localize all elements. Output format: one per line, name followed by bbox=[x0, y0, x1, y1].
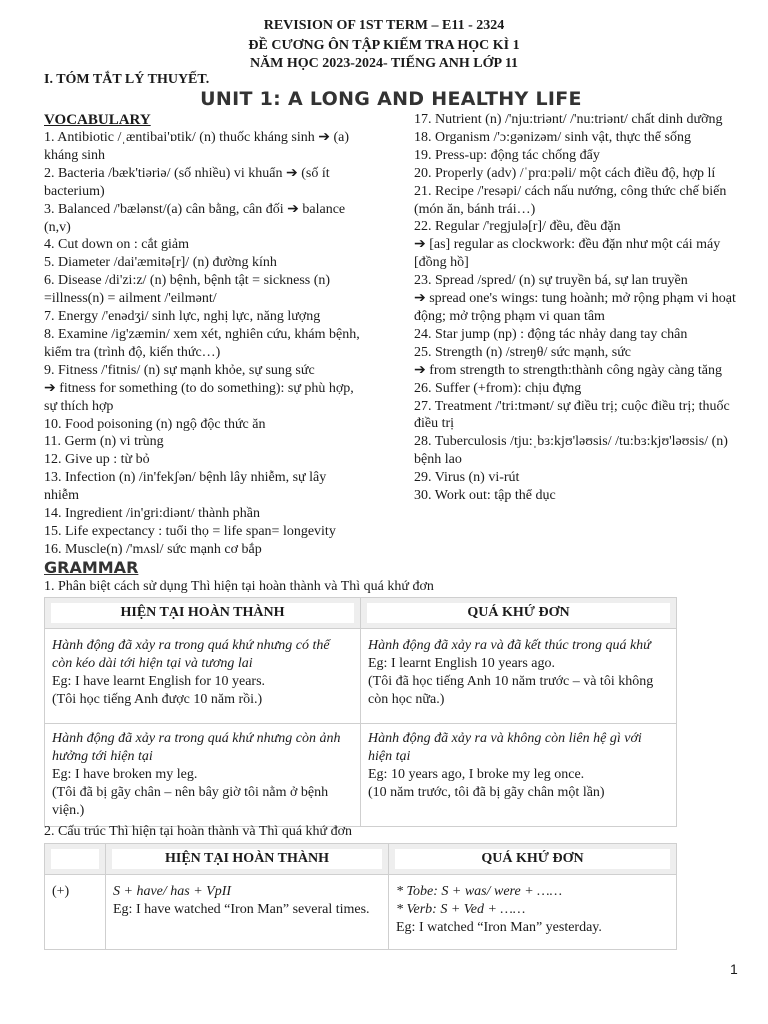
table-header-cell: QUÁ KHỨ ĐƠN bbox=[361, 598, 677, 629]
vocab-item: 12. Give up : từ bỏ bbox=[44, 452, 150, 468]
vocabulary-heading: VOCABULARY bbox=[44, 112, 151, 128]
doc-title-line-3: NĂM HỌC 2023-2024- TIẾNG ANH LỚP 11 bbox=[249, 56, 519, 71]
vocab-item: 22. Regular /'regjulə[r]/ đều, đều đặn bbox=[414, 219, 621, 235]
table-cell: Hành động đã xảy ra và không còn liên hệ gì với hiện tại Eg: 10 years ago, I broke my leg once. (10 năm trước, tôi đã bị gãy chân một lần) bbox=[361, 724, 677, 827]
vocab-item: 18. Organism /'ɔ:gənizəm/ sinh vật, thực thể sống bbox=[414, 129, 691, 145]
table-row bbox=[45, 724, 677, 827]
vocab-item: 2. Bacteria /bæk'tiəriə/ (số nhiều) vi khuẩn ➔ (số ít bacterium) bbox=[44, 165, 330, 199]
vocab-item: 7. Energy /'enədʒi/ sinh lực, nghị lực, năng lượng bbox=[44, 309, 321, 325]
table-cell: S + have/ has + VpII Eg: I have watched “Iron Man” several times. bbox=[106, 875, 389, 950]
vocab-item: 14. Ingredient /in'gri:diənt/ thành phần bbox=[44, 506, 260, 522]
page-number: 1 bbox=[730, 961, 738, 977]
table-cell: Hành động đã xảy ra trong quá khứ nhưng còn ảnh hưởng tới hiện tại Eg: I have broken my leg. (Tôi đã bị gãy chân – nên bây giờ tôi nằm ở bệnh viện.) bbox=[45, 724, 361, 827]
vocab-item: 24. Star jump (np) : động tác nhảy dang tay chân bbox=[414, 326, 688, 342]
table-header-cell: QUÁ KHỨ ĐƠN bbox=[389, 844, 677, 875]
vocab-item: ➔ [as] regular as clockwork: đều đặn như một cái máy [đồng hồ] bbox=[414, 237, 721, 271]
tense-usage-table bbox=[44, 597, 677, 827]
table-header-cell: HIỆN TẠI HOÀN THÀNH bbox=[106, 844, 389, 875]
vocab-item: 13. Infection (n) /in'fekʃən/ bệnh lây nhiễm, sự lây nhiễm bbox=[44, 470, 327, 504]
vocab-item: 9. Fitness /'fitnis/ (n) sự mạnh khỏe, sự sung sức bbox=[44, 362, 315, 378]
vocab-column-right bbox=[414, 111, 742, 505]
table-header-cell bbox=[45, 844, 106, 875]
vocab-item: 17. Nutrient (n) /'nju:triənt/ /'nu:triənt/ chất dinh dưỡng bbox=[414, 112, 723, 127]
vocab-item: 30. Work out: tập thể dục bbox=[414, 488, 556, 504]
vocab-item: 10. Food poisoning (n) ngộ độc thức ăn bbox=[44, 416, 266, 432]
vocab-item: 23. Spread /spred/ (n) sự truyền bá, sự lan truyền bbox=[414, 273, 688, 289]
vocab-item: 3. Balanced /'bælənst/(a) cân bằng, cân đối ➔ balance (n,v) bbox=[44, 201, 346, 235]
vocab-list-left bbox=[44, 129, 362, 559]
table-row bbox=[45, 629, 677, 724]
vocab-item: ➔ fitness for something (to do something): sự phù hợp, sự thích hợp bbox=[44, 380, 354, 414]
grammar-item-1: 1. Phân biệt cách sử dụng Thì hiện tại hoàn thành và Thì quá khứ đơn bbox=[44, 579, 434, 594]
vocab-item: 15. Life expectancy : tuổi thọ = life span= longevity bbox=[44, 523, 336, 539]
vocab-item: ➔ spread one's wings: tung hoành; mở rộng phạm vi hoạt động; mở trộng phạm vi quan tâm bbox=[414, 291, 736, 324]
vocab-item: 20. Properly (adv) /ˈprɑːpəli/ một cách điều độ, hợp lí bbox=[414, 165, 716, 181]
row-label: (+) bbox=[45, 875, 106, 950]
tense-structure-table bbox=[44, 843, 677, 950]
table-cell: Hành động đã xảy ra trong quá khứ nhưng có thể còn kéo dài tới hiện tại và tương lai Eg: I have learnt English for 10 years. (Tôi học tiếng Anh được 10 năm rồi.) bbox=[45, 629, 361, 724]
vocab-item: 19. Press-up: động tác chống đẩy bbox=[414, 147, 600, 163]
vocab-item: 8. Examine /ig'zæmin/ xem xét, nghiên cứu, khám bệnh, kiểm tra (trình độ, kiến thức…) bbox=[44, 326, 360, 360]
vocab-item: 1. Antibiotic /ˌæntibai'ɒtik/ (n) thuốc kháng sinh ➔ (a) kháng sinh bbox=[44, 130, 350, 163]
table-row bbox=[45, 875, 677, 950]
doc-title-line-2: ĐỀ CƯƠNG ÔN TẬP KIẾM TRA HỌC KÌ 1 bbox=[248, 38, 520, 53]
grammar-heading: GRAMMAR bbox=[44, 558, 139, 577]
vocab-column-left bbox=[44, 111, 362, 559]
vocab-item: ➔ from strength to strength:thành công ngày càng tăng bbox=[414, 362, 722, 378]
unit-title: UNIT 1: A LONG AND HEALTHY LIFE bbox=[200, 88, 582, 110]
vocab-item: 5. Diameter /dai'æmitə[r]/ (n) đường kính bbox=[44, 255, 277, 271]
vocab-item: 26. Suffer (+from): chịu đựng bbox=[414, 380, 582, 396]
vocab-item: 6. Disease /di'zi:z/ (n) bệnh, bệnh tật = sickness (n) =illness(n) = ailment /'eilmənt/ bbox=[44, 273, 331, 307]
vocab-item: 28. Tuberculosis /tju:ˌbɜ:kjʊ'ləʊsis/ /tu:bɜ:kjʊ'ləʊsis/ (n) bệnh lao bbox=[414, 434, 728, 468]
grammar-item-2: 2. Cấu trúc Thì hiện tại hoàn thành và Thì quá khứ đơn bbox=[44, 824, 353, 839]
doc-title-line-1: REVISION OF 1ST TERM – E11 - 2324 bbox=[263, 18, 505, 33]
vocab-list-right bbox=[414, 111, 742, 505]
vocab-item: 21. Recipe /'resəpi/ cách nấu nướng, công thức chế biến (món ăn, bánh trái…) bbox=[414, 183, 727, 217]
vocab-item: 29. Virus (n) vi-rút bbox=[414, 470, 520, 486]
vocab-item: 4. Cut down on : cắt giảm bbox=[44, 237, 190, 253]
section-heading: I. TÓM TẮT LÝ THUYẾT. bbox=[44, 72, 210, 87]
table-header-cell: HIỆN TẠI HOÀN THÀNH bbox=[45, 598, 361, 629]
vocab-item: 27. Treatment /'tri:tmənt/ sự điều trị; cuộc điều trị; thuốc điều trị bbox=[414, 398, 730, 432]
table-cell: * Tobe: S + was/ were + …… * Verb: S + Ved + …… Eg: I watched “Iron Man” yesterday. bbox=[389, 875, 677, 950]
table-cell: Hành động đã xảy ra và đã kết thúc trong quá khứ Eg: I learnt English 10 years ago. (Tôi đã học tiếng Anh 10 năm trước – và tôi không còn học nữa.) bbox=[361, 629, 677, 724]
vocab-item: 25. Strength (n) /streŋθ/ sức mạnh, sức bbox=[414, 344, 631, 360]
vocab-item: 11. Germ (n) vi trùng bbox=[44, 434, 164, 450]
vocab-item: 16. Muscle(n) /'mʌsl/ sức mạnh cơ bắp bbox=[44, 541, 262, 557]
